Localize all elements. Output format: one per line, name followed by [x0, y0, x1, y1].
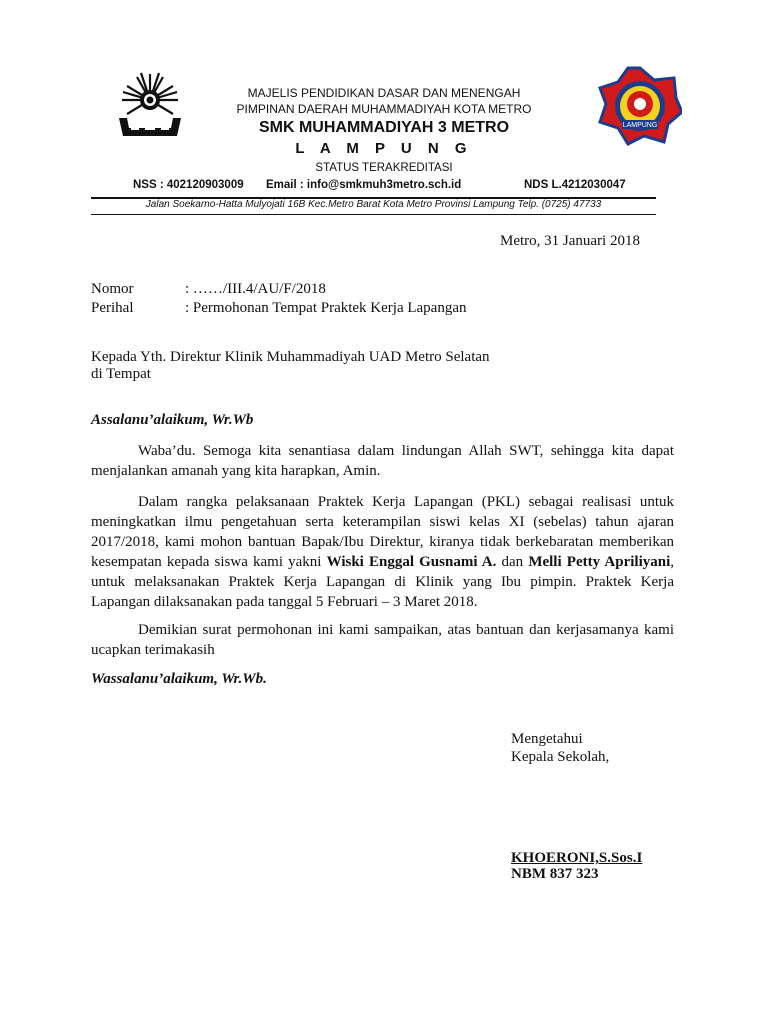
- student-name-2: Melli Petty Apriliyani: [528, 554, 671, 570]
- signatory-name: KHOERONI,S.Sos.I: [511, 850, 643, 866]
- nss-number: NSS : 402120903009: [133, 179, 244, 191]
- nds-number: NDS L.4212030047: [524, 179, 626, 191]
- letter-date: Metro, 31 Januari 2018: [500, 233, 640, 249]
- school-address: Jalan Soekarno-Hatta Mulyojati 16B Kec.Metro Barat Kota Metro Provinsi Lampung Telp. (0725) 47733: [145, 199, 602, 210]
- perihal-label: Perihal: [91, 300, 134, 316]
- paragraph-2-text-b: , untuk melaksanakan Praktek Kerja Lapangan di Klinik yang Ibu pimpin. Praktek Kerja Lapangan dilaksanakan pada tanggal 5 Februari – 3 Maret 2018.: [91, 554, 674, 610]
- student-name-1: Wiski Enggal Gusnami A.: [326, 554, 497, 570]
- body-paragraph-2: [91, 492, 674, 612]
- school-name: SMK MUHAMMADIYAH 3 METRO: [258, 119, 510, 136]
- paragraph-2-text-a: Dalam rangka pelaksanaan Praktek Kerja Lapangan (PKL) sebagai realisasi untuk meningkatkan ilmu pengetahuan serta keterampilan siswi kelas XI (sebelas) tahun ajaran 2017/2018, kami mohon bantuan Bapak/Ibu Direktur, kiranya tidak berkebaratan memberikan kesempatan kepada siswa kami yakni: [91, 494, 674, 570]
- header-rule-bottom: [91, 214, 656, 215]
- header-line-pimpinan: PIMPINAN DAERAH MUHAMMADIYAH KOTA METRO: [236, 102, 532, 116]
- body-paragraph-1: Waba’du. Semoga kita senantiasa dalam lindungan Allah SWT, sehingga kita dapat menjalankan amanah yang kita harapkan, Amin.: [91, 443, 674, 479]
- header-city: L A M P U N G: [295, 140, 473, 157]
- recipient-place: di Tempat: [91, 366, 151, 382]
- recipient-line: Kepada Yth. Direktur Klinik Muhammadiyah UAD Metro Selatan: [91, 349, 490, 365]
- body-paragraph-3: Demikian surat permohonan ini kami sampaikan, atas bantuan dan kerjasamanya kami ucapkan terimakasih: [91, 622, 674, 658]
- signature-acknowledge: Mengetahui: [511, 731, 583, 747]
- nomor-label: Nomor: [91, 281, 134, 297]
- closing-salutation: Wassalanu’alaikum, Wr.Wb.: [91, 671, 267, 687]
- perihal-value: : Permohonan Tempat Praktek Kerja Lapangan: [185, 300, 467, 316]
- accreditation-status: STATUS TERAKREDITASI: [315, 162, 453, 174]
- greeting: Assalanu’alaikum, Wr.Wb: [91, 412, 254, 428]
- svg-text:LAMPUNG: LAMPUNG: [622, 122, 658, 129]
- signatory-nbm: NBM 837 323: [511, 866, 599, 882]
- nomor-value: : ……/III.4/AU/F/2018: [185, 281, 326, 297]
- paragraph-2-and: dan: [496, 554, 529, 570]
- signature-title: Kepala Sekolah,: [511, 749, 610, 765]
- email-address: Email : info@smkmuh3metro.sch.id: [266, 179, 462, 191]
- header-line-majelis: MAJELIS PENDIDIKAN DASAR DAN MENENGAH: [247, 86, 521, 100]
